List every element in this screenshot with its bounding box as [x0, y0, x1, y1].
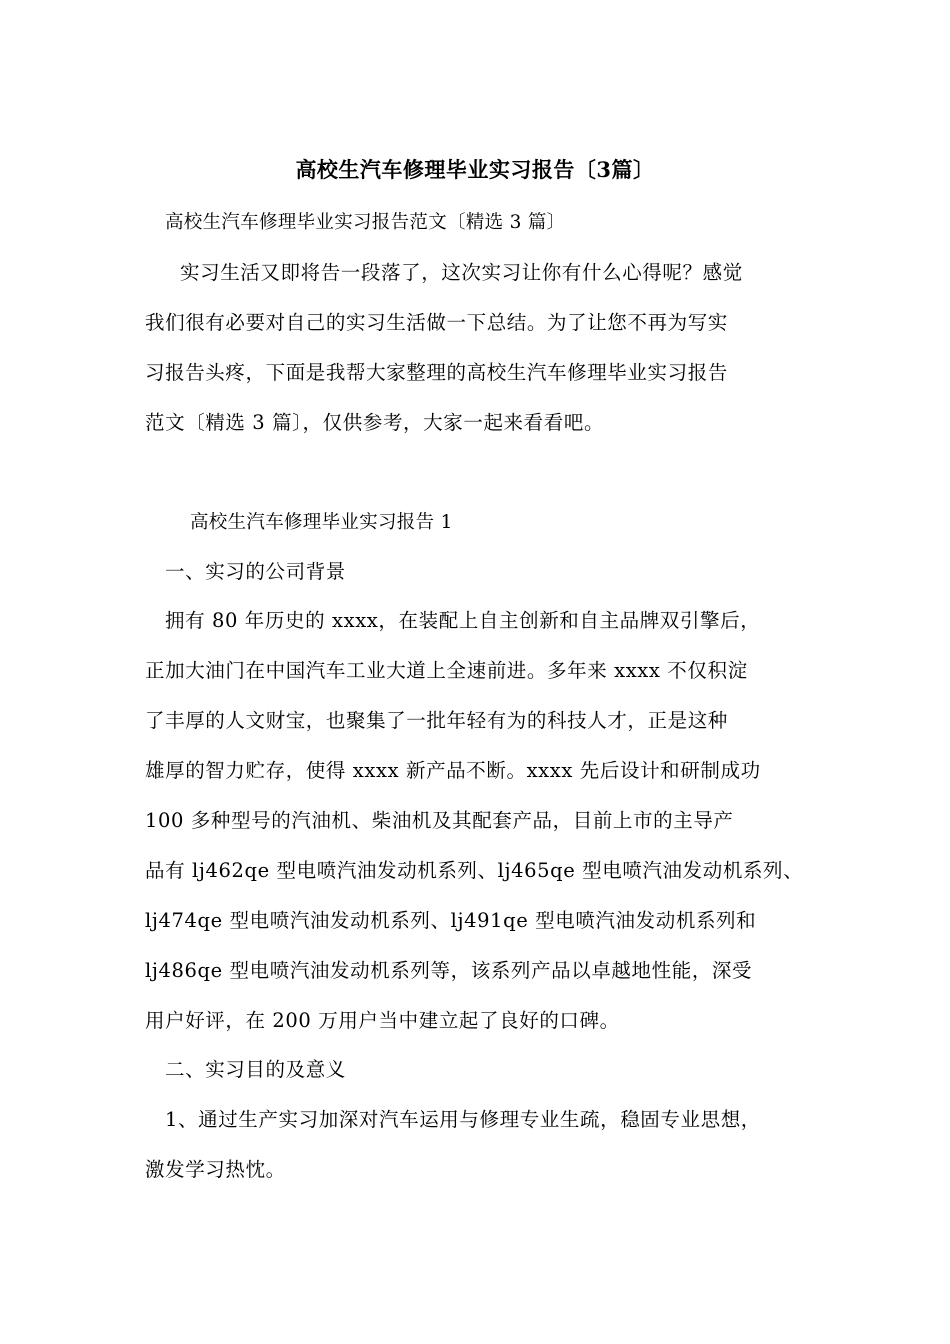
section-heading-background: 一、实习的公司背景 — [165, 560, 346, 583]
background-line-8: lj486qe 型电喷汽油发动机系列等，该系列产品以卓越地性能，深受 — [145, 959, 753, 982]
background-line-1: 拥有 80 年历史的 xxxx，在装配上自主创新和自主品牌双引擎后， — [165, 609, 761, 632]
background-line-4: 雄厚的智力贮存，使得 xxxx 新产品不断。xxxx 先后设计和研制成功 — [145, 759, 761, 782]
background-line-9: 用户好评，在 200 万用户当中建立起了良好的口碑。 — [145, 1009, 620, 1032]
intro-line-1: 实习生活又即将告一段落了，这次实习让你有什么心得呢？感觉 — [180, 261, 743, 284]
background-line-5: 100 多种型号的汽油机、柴油机及其配套产品，目前上市的主导产 — [145, 809, 734, 832]
background-line-2: 正加大油门在中国汽车工业大道上全速前进。多年来 xxxx 不仅积淀 — [145, 659, 748, 682]
intro-line-2: 我们很有必要对自己的实习生活做一下总结。为了让您不再为写实 — [145, 311, 728, 334]
background-line-3: 了丰厚的人文财宝，也聚集了一批年轻有为的科技人才，正是这种 — [145, 709, 728, 732]
intro-line-3: 习报告头疼，下面是我帮大家整理的高校生汽车修理毕业实习报告 — [145, 361, 728, 384]
background-line-6: 品有 lj462qe 型电喷汽油发动机系列、lj465qe 型电喷汽油发动机系列、 — [145, 859, 804, 882]
intro-line-4: 范文〔精选 3 篇〕，仅供参考，大家一起来看看吧。 — [145, 411, 605, 434]
report-title: 高校生汽车修理毕业实习报告 1 — [190, 512, 453, 533]
section-heading-purpose: 二、实习目的及意义 — [165, 1058, 346, 1081]
background-line-7: lj474qe 型电喷汽油发动机系列、lj491qe 型电喷汽油发动机系列和 — [145, 909, 757, 932]
document-subtitle: 高校生汽车修理毕业实习报告范文〔精选 3 篇〕 — [165, 212, 566, 233]
document-title: 高校生汽车修理毕业实习报告〔3篇〕 — [295, 157, 655, 182]
purpose-line-1: 1、通过生产实习加深对汽车运用与修理专业生疏，稳固专业思想， — [165, 1108, 761, 1131]
purpose-line-2: 激发学习热忱。 — [145, 1158, 286, 1181]
